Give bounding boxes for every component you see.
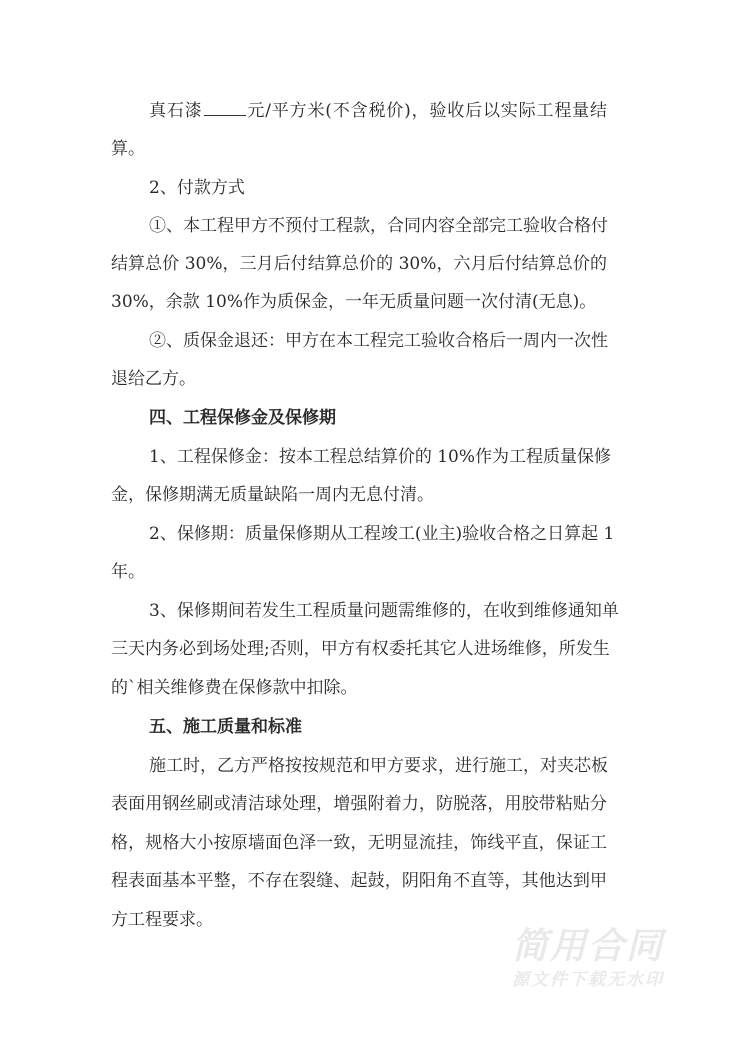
watermark-title: 简用合同 (512, 926, 665, 967)
paragraph-line: 退给乙方。 (111, 369, 196, 389)
paragraph-line: 2、保修期：质量保修期从工程竣工(业主)验收合格之日算起 1 (149, 524, 615, 544)
paragraph-line: 方工程要求。 (111, 910, 213, 930)
paragraph-line: 施工时，乙方严格按按规范和甲方要求，进行施工，对夹芯板 (149, 756, 608, 776)
paragraph-line: 30%，余款 10%作为质保金，一年无质量问题一次付清(无息)。 (111, 292, 597, 312)
paragraph-line: 3、保修期间若发生工程质量问题需维修的，在收到维修通知单 (149, 601, 619, 621)
paragraph-line: 的`相关维修费在保修款中扣除。 (111, 678, 358, 698)
watermark-subtitle: 源文件下载无水印 (512, 970, 664, 990)
paragraph-line: 年。 (111, 562, 145, 582)
price-item-label: 真石漆 (149, 101, 203, 121)
paragraph-line: 程表面基本平整，不存在裂缝、起鼓，阴阳角不直等，其他达到甲 (111, 871, 607, 891)
price-blank-field (204, 101, 246, 116)
paragraph-line: 1、工程保修金：按本工程总结算价的 10%作为工程质量保修 (149, 447, 612, 467)
paragraph-line: 表面用钢丝刷或清洁球处理，增强附着力，防脱落，用胶带粘贴分 (111, 794, 607, 814)
paragraph-line: 三天内务必到场处理;否则，甲方有权委托其它人进场维修，所发生 (111, 639, 610, 659)
section-heading: 五、施工质量和标准 (149, 717, 302, 737)
paragraph-line: 金，保修期满无质量缺陷一周内无息付清。 (111, 485, 434, 505)
paragraph-line: 结算总价 30%，三月后付结算总价的 30%，六月后付结算总价的 (111, 254, 607, 274)
paragraph-line: 算。 (111, 139, 145, 159)
price-line-text: 元/平方米(不含税价)，验收后以实际工程量结 (246, 101, 608, 121)
price-line (149, 100, 607, 122)
section-subtitle: 2、付款方式 (149, 178, 245, 198)
paragraph-line: ②、质保金退还：甲方在本工程完工验收合格后一周内一次性 (149, 331, 608, 351)
paragraph-line: 格，规格大小按原墙面色泽一致，无明显流挂，饰线平直，保证工 (111, 833, 607, 853)
section-heading: 四、工程保修金及保修期 (149, 408, 336, 428)
paragraph-line: ①、本工程甲方不预付工程款，合同内容全部完工验收合格付 (149, 216, 608, 236)
